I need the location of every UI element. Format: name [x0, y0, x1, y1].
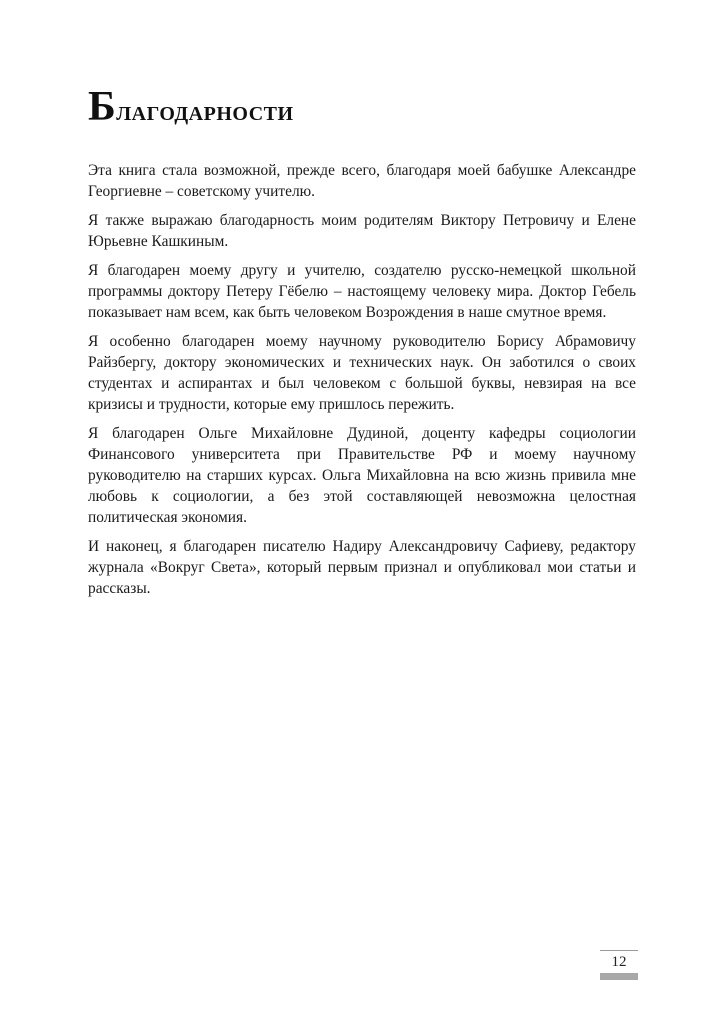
- paragraph-scientific-advisor: Я особенно благодарен моему научному руководителю Борису Абрамовичу Райзбергу, доктору экономических и технических наук. Он заботился о своих студентах и аспирантах и был человеком с большой буквы, невзирая на все кризисы и трудности, которые ему пришлось пережить.: [88, 333, 636, 413]
- page-title: [88, 84, 294, 130]
- acknowledgements-body: [88, 160, 636, 607]
- paragraph-grandmother: Эта книга стала возможной, прежде всего, благодаря моей бабушке Александре Георгиевне – советскому учителю.: [88, 162, 636, 200]
- page-title-rest: лагодарности: [116, 95, 294, 127]
- page-number-bar: [600, 973, 638, 980]
- page-title-first-letter: Б: [88, 84, 117, 130]
- page-number-divider: [600, 950, 638, 951]
- paragraph-teacher: Я благодарен моему другу и учителю, создателю русско-немецкой школьной программы доктору Петеру Гёбелю – настоящему человеку мира. Доктор Гебель показывает нам всем, как быть человеком Возрождения в наше смутное время.: [88, 262, 636, 321]
- page-number-block: [600, 950, 638, 980]
- paragraph-parents: Я также выражаю благодарность моим родителям Виктору Петровичу и Елене Юрьевне Кашкиным.: [88, 212, 636, 250]
- paragraph-writer: И наконец, я благодарен писателю Надиру Александровичу Сафиеву, редактору журнала «Вокруг Света», который первым признал и опубликовал мои статьи и рассказы.: [88, 538, 636, 597]
- page-number: 12: [611, 954, 627, 970]
- paragraph-senior-advisor: Я благодарен Ольге Михайловне Дудиной, доценту кафедры социологии Финансового университета при Правительстве РФ и моему научному руководителю на старших курсах. Ольга Михайловна на всю жизнь привила мне любовь к социологии, а без этой составляющей невозможна целостная политическая экономия.: [88, 425, 636, 526]
